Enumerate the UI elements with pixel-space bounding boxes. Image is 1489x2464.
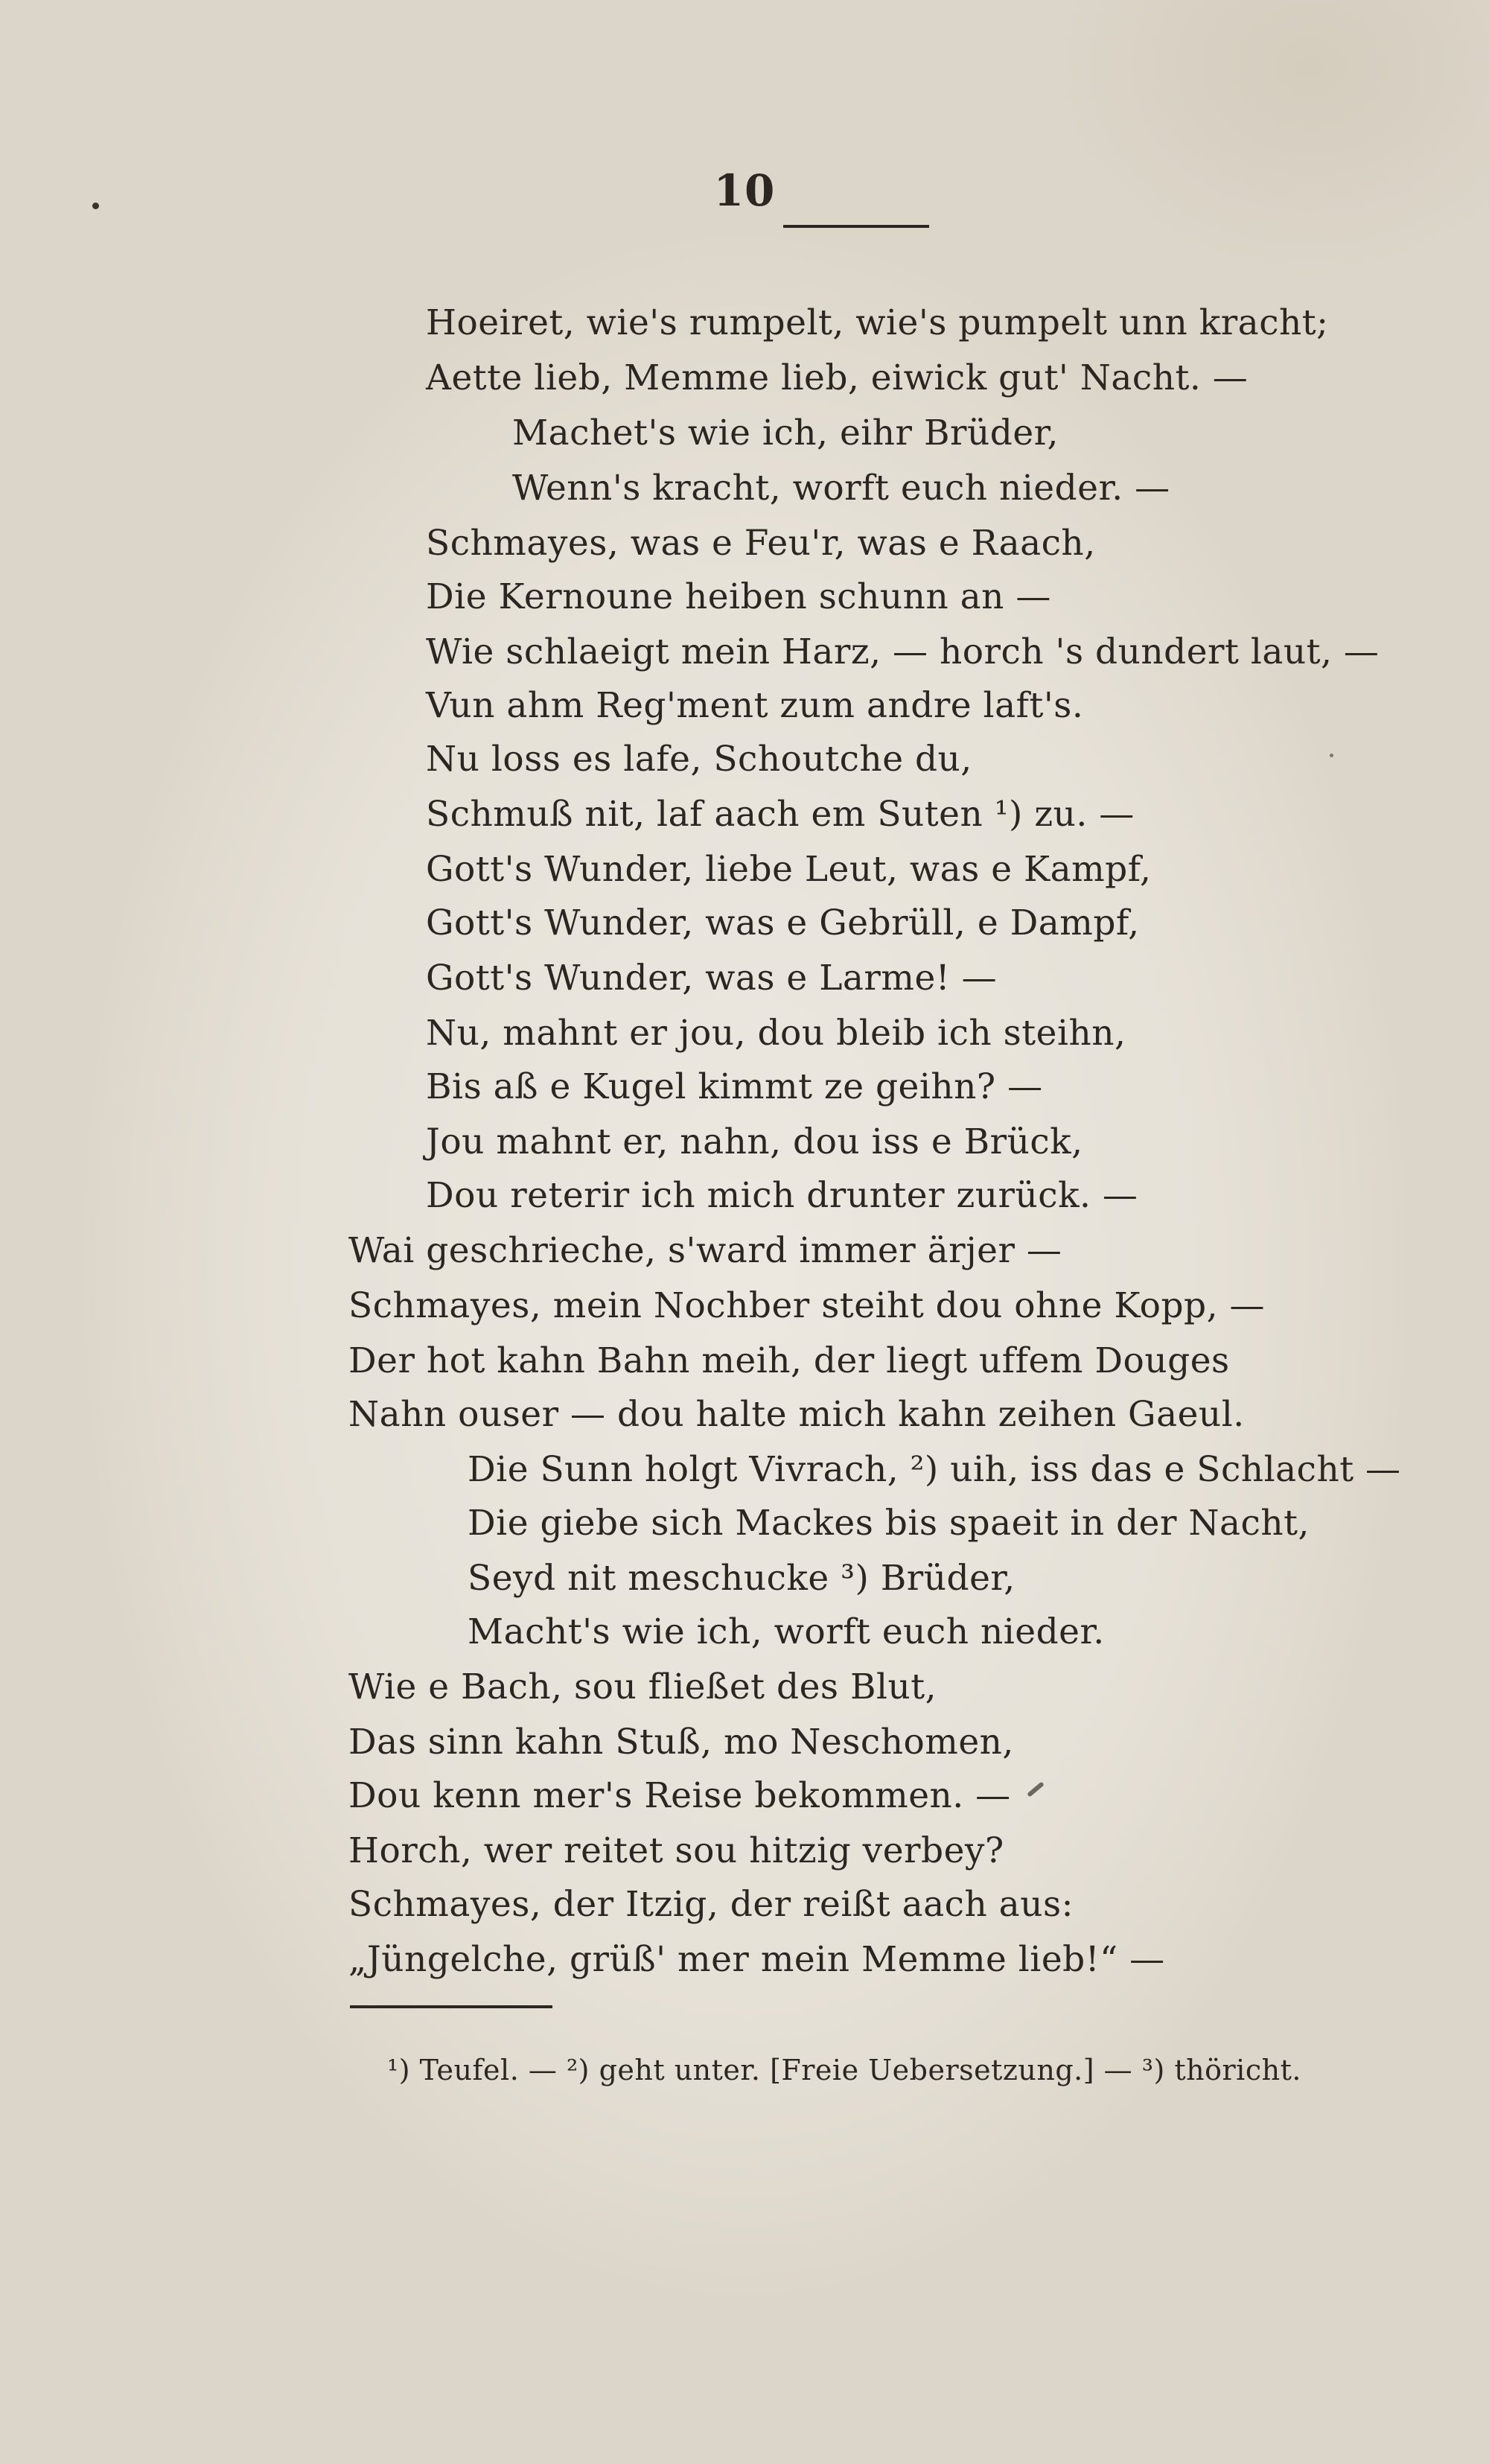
verse-line: Nu loss es lafe, Schoutche du, <box>426 739 972 780</box>
verse-line: Das sinn kahn Stuß, mo Neschomen, <box>348 1722 1014 1763</box>
ink-speck <box>92 203 99 209</box>
verse-line: Wenn's kracht, worft euch nieder. — <box>512 468 1170 509</box>
verse-line: Vun ahm Reg'ment zum andre laft's. <box>426 685 1084 726</box>
verse-line: Hoeiret, wie's rumpelt, wie's pumpelt unn kracht; <box>426 302 1329 343</box>
verse-line: Wai geschrieche, s'ward immer ärjer — <box>348 1230 1062 1271</box>
verse-line: Dou reterir ich mich drunter zurück. — <box>426 1175 1138 1216</box>
verse-line: Gott's Wunder, was e Larme! — <box>426 958 998 999</box>
verse-line: Bis aß e Kugel kimmt ze geihn? — <box>426 1066 1043 1107</box>
verse-line: Schmayes, was e Feu'r, was e Raach, <box>426 523 1096 564</box>
ink-speck <box>1330 754 1333 757</box>
verse-line: Schmayes, der Itzig, der reißt aach aus: <box>348 1884 1074 1925</box>
verse-line: Die giebe sich Mackes bis spaeit in der Nacht, <box>468 1503 1310 1544</box>
header-rule <box>783 225 929 228</box>
footnotes: ¹) Teufel. — ²) geht unter. [Freie Uebersetzung.] — ³) thöricht. <box>387 2054 1301 2086</box>
verse-line: Schmayes, mein Nochber steiht dou ohne Kopp, — <box>348 1285 1266 1326</box>
verse-line: Machet's wie ich, eihr Brüder, <box>512 413 1059 453</box>
verse-line: Nahn ouser — dou halte mich kahn zeihen Gaeul. <box>348 1394 1245 1435</box>
verse-line: Jou mahnt er, nahn, dou iss e Brück, <box>426 1121 1083 1162</box>
page-number: 10 <box>713 165 776 216</box>
verse-line: Schmuß nit, laf aach em Suten ¹) zu. — <box>426 794 1135 835</box>
verse-line: Seyd nit meschucke ³) Brüder, <box>468 1558 1015 1599</box>
ink-speck <box>1027 1781 1045 1797</box>
verse-line: Wie schlaeigt mein Harz, — horch 's dundert laut, — <box>426 631 1380 672</box>
verse-line: Gott's Wunder, liebe Leut, was e Kampf, <box>426 849 1152 890</box>
verse-line: Horch, wer reitet sou hitzig verbey? <box>348 1830 1004 1871</box>
verse-line: Macht's wie ich, worft euch nieder. <box>468 1611 1105 1652</box>
verse-line: „Jüngelche, grüß' mer mein Memme lieb!“ — <box>348 1939 1165 1980</box>
verse-line: Der hot kahn Bahn meih, der liegt uffem Douges <box>348 1340 1230 1381</box>
verse-line: Nu, mahnt er jou, dou bleib ich steihn, <box>426 1013 1126 1054</box>
verse-line: Gott's Wunder, was e Gebrüll, e Dampf, <box>426 902 1140 943</box>
verse-line: Wie e Bach, sou fließet des Blut, <box>348 1666 937 1707</box>
verse-line: Die Kernoune heiben schunn an — <box>426 576 1051 617</box>
verse-line: Die Sunn holgt Vivrach, ²) uih, iss das e Schlacht — <box>468 1449 1401 1490</box>
verse-line: Dou kenn mer's Reise bekommen. — <box>348 1775 1011 1816</box>
verse-line: Aette lieb, Memme lieb, eiwick gut' Nacht. — <box>426 357 1249 398</box>
footnote-rule <box>350 2005 552 2008</box>
